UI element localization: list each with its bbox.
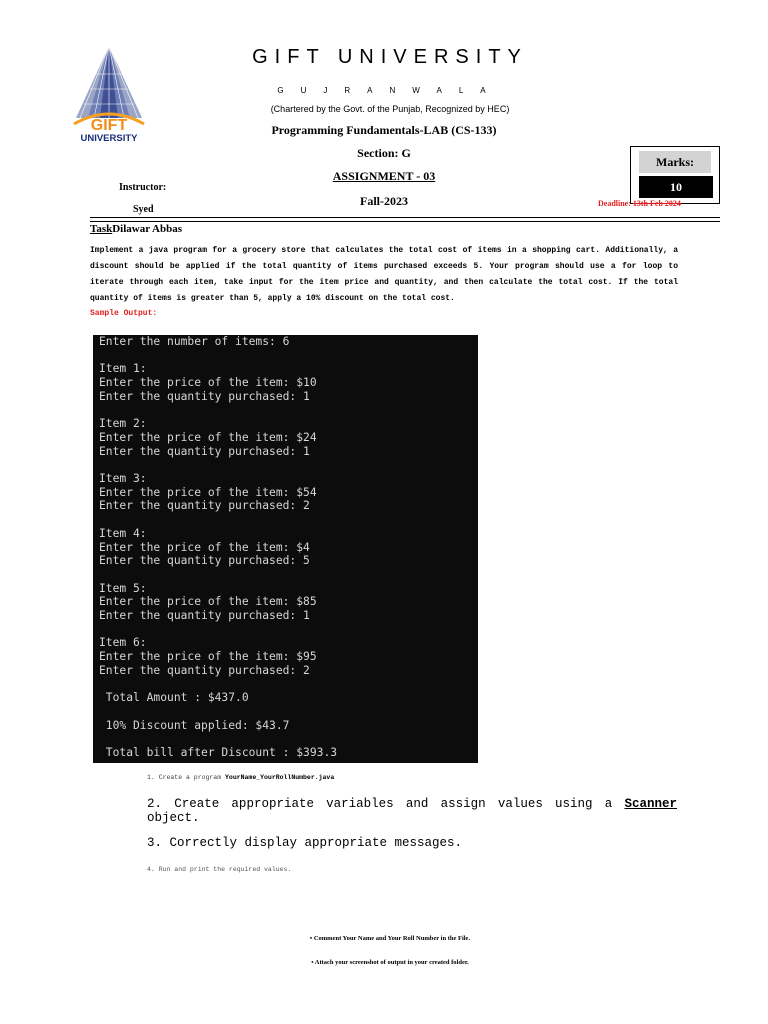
- marks-box: [630, 146, 720, 204]
- step-2-suffix: object.: [147, 811, 200, 825]
- step-2: [147, 797, 677, 825]
- step-1-text: 1. Create a program: [147, 774, 226, 781]
- assignment-title: ASSIGNMENT - 03: [332, 169, 436, 183]
- header-divider: [90, 217, 720, 218]
- step-1: [147, 774, 334, 781]
- course-title: Programming Fundamentals-LAB (CS-133): [271, 123, 497, 137]
- console-output: Enter the number of items: 6 Item 1: Enter the price of the item: $10 Enter the quantity purchased: 1 Item 2: Enter the price of the item: $24 Enter the quantity purchased: 1 Item 3: Enter the price of the item: $54 Enter the quantity purchased: 2 Item 4: Enter the price of the item: $4 Enter the quantity purchased: 5 Item 5: Enter the price of the item: $85 Enter the quantity purchased: 1 Item 6: Enter the price of the item: $95 Enter the quantity purchased: 2 Total Amount : $437.0 10% Discount applied: $43.7 Total bill after Discount : $393.3: [99, 335, 338, 760]
- instructor-surname: Dilawar Abbas: [112, 223, 183, 235]
- note-1-text: Comment Your Name and Your Roll Number in the File.: [313, 935, 471, 942]
- step-4: 4. Run and print the required values.: [147, 866, 292, 873]
- deadline-label: Deadline:: [598, 199, 633, 208]
- university-city: GUJRANWALA: [277, 86, 503, 95]
- instructor-first-name: Syed: [133, 204, 154, 215]
- marks-label: Marks:: [639, 151, 711, 173]
- sample-output-console: [93, 335, 478, 763]
- scanner-keyword: Scanner: [624, 797, 677, 811]
- note-2-text: Attach your screenshot of output in your created folder.: [314, 959, 469, 966]
- step-3: 3. Correctly display appropriate messages.: [147, 836, 463, 850]
- sample-output-label: Sample Output:: [90, 309, 158, 318]
- note-item: • Comment Your Name and Your Roll Number in the File.: [309, 935, 471, 942]
- step-1-filename: YourName_YourRollNumber.java: [225, 774, 335, 781]
- step-2-text: 2. Create appropriate variables and assign values using a: [147, 797, 625, 811]
- university-name: GIFT UNIVERSITY: [252, 46, 528, 68]
- instructor-label: Instructor:: [119, 182, 167, 193]
- section-label: Section: G: [357, 146, 411, 160]
- deadline-date: 13th Feb 2024: [632, 199, 681, 208]
- note-item: • Attach your screenshot of output in your created folder.: [311, 959, 469, 966]
- marks-value: 10: [639, 176, 713, 198]
- deadline: [598, 199, 681, 208]
- term-label: Fall-2023: [360, 194, 408, 208]
- task-label: Task: [90, 223, 113, 235]
- task-heading: [90, 223, 182, 235]
- header-divider-thin: [90, 221, 720, 222]
- svg-text:GIFT: GIFT: [90, 117, 128, 134]
- svg-text:UNIVERSITY: UNIVERSITY: [80, 133, 138, 144]
- task-description: Implement a java program for a grocery store that calculates the total cost of items in a shopping cart. Additionally, a discount should be applied if the total quantity of items purchased exceeds 5. Your program should use a for loop to iterate through each item, take input for the item price and quantity, and then calculate the total cost. If the total quantity of items is greater than 5, apply a 10% discount on the total cost.: [90, 246, 678, 303]
- charter-note: (Chartered by the Govt. of the Punjab, Recognized by HEC): [270, 104, 510, 114]
